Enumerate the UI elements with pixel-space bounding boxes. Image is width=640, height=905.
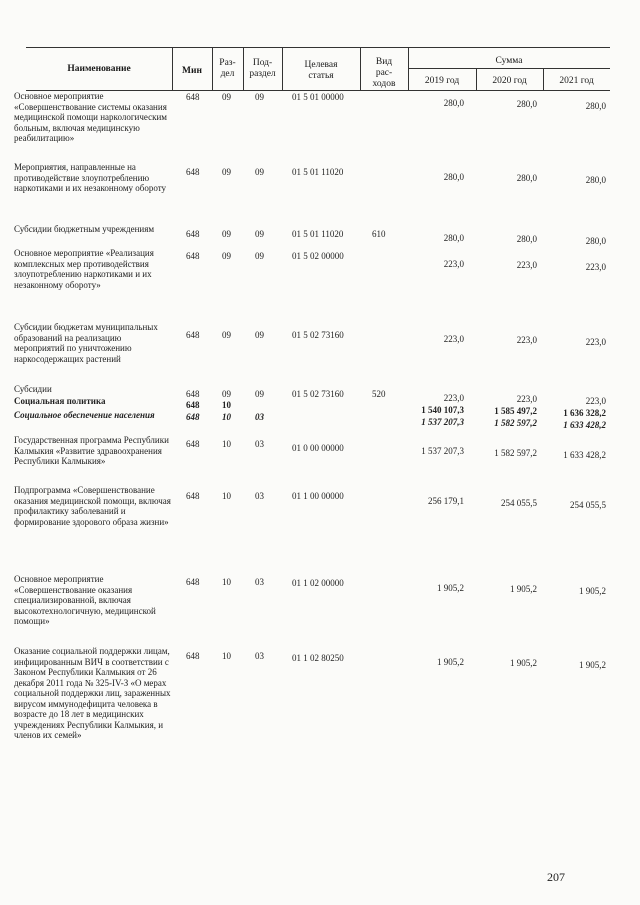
row-podrazdel: 09 <box>255 251 264 261</box>
row-min: 648 <box>186 389 200 399</box>
header-celevaya: Целевая статья <box>304 60 338 81</box>
row-code: 01 1 00 00000 <box>292 491 344 501</box>
row-min: 648 <box>186 577 200 587</box>
header-2021: 2021 год <box>559 76 594 86</box>
row-name: Субсидии бюджетным учреждениям <box>14 224 155 234</box>
row-sum-2020: 280,0 <box>516 173 537 183</box>
table-top-border <box>26 47 610 48</box>
row-name: Социальная политика <box>14 396 106 406</box>
header-2019: 2019 год <box>424 76 460 86</box>
row-podrazdel: 09 <box>255 330 264 340</box>
row-name: Основное мероприятие «Совершенствование системы оказания медицинской помощи наркологическим больным, включая медицинскую реабилитацию» <box>14 91 167 143</box>
row-code: 01 5 02 73160 <box>292 330 344 340</box>
row-sum-2020: 1 905,2 <box>510 584 537 594</box>
row-name: Социальное обеспечение населения <box>14 410 155 420</box>
row-min: 648 <box>186 251 200 261</box>
row-razdel: 10 <box>222 651 231 661</box>
row-name: Мероприятия, направленные на противодействие злоупотреблению наркотиками и их незаконному обороту <box>14 162 167 193</box>
row-sum-2019: 280,0 <box>443 98 464 108</box>
row-podrazdel: 09 <box>255 389 264 399</box>
row-razdel: 09 <box>222 251 231 261</box>
row-vid: 520 <box>372 389 386 399</box>
row-min: 648 <box>186 412 200 422</box>
row-min: 648 <box>186 330 200 340</box>
row-razdel: 09 <box>222 92 231 102</box>
header-name: Наименование <box>67 64 131 74</box>
row-sum-2021: 254 055,5 <box>570 500 606 510</box>
row-name: Государственная программа Республики Калмыкия «Развитие здравоохранения Республики Калмыкия» <box>14 435 169 466</box>
row-podrazdel: 09 <box>255 229 264 239</box>
row-sum-2021: 1 905,2 <box>579 660 606 670</box>
row-name: Подпрограмма «Совершенствование оказания медицинской помощи, включая профилактику заболеваний и формирование здорового образа жизни» <box>14 485 171 527</box>
summa-divider <box>408 68 610 69</box>
row-podrazdel: 03 <box>255 439 264 449</box>
row-sum-2020: 1 585 497,2 <box>494 406 537 416</box>
row-sum-2019: 280,0 <box>443 233 464 243</box>
row-sum-2020: 223,0 <box>516 335 537 345</box>
row-sum-2020: 223,0 <box>516 260 537 270</box>
row-sum-2020: 1 582 597,2 <box>494 448 537 458</box>
row-code: 01 5 02 73160 <box>292 389 344 399</box>
row-sum-2019: 1 537 207,3 <box>421 417 464 427</box>
row-podrazdel: 09 <box>255 92 264 102</box>
row-min: 648 <box>186 491 200 501</box>
header-vid: Вид рас- ходов <box>372 57 396 89</box>
row-sum-2021: 1 633 428,2 <box>563 450 606 460</box>
row-razdel: 10 <box>222 412 231 422</box>
row-sum-2021: 1 636 328,2 <box>563 408 606 418</box>
row-name: Основное мероприятие «Реализация комплексных мер противодействия злоупотреблению наркотиками и их незаконному обороту» <box>14 248 154 290</box>
row-razdel: 10 <box>222 400 231 410</box>
row-sum-2019: 1 905,2 <box>437 657 464 667</box>
row-name: Оказание социальной поддержки лицам, инфицированным ВИЧ в соответствии с Законом Республики Калмыкия от 26 декабря 2011 года № 325-IV-З «О мерах социальной поддержки лиц, зараженных вирусом иммунодефицита человека в возрасте до 18 лет в медицинских учреждениях Республики Калмыкия, и членов их семей» <box>14 646 171 740</box>
row-code: 01 0 00 00000 <box>292 443 344 453</box>
row-code: 01 5 01 11020 <box>292 229 344 239</box>
row-podrazdel: 03 <box>255 577 264 587</box>
row-razdel: 10 <box>222 439 231 449</box>
row-sum-2021: 1 633 428,2 <box>563 420 606 430</box>
header-summa: Сумма <box>495 56 523 66</box>
row-code: 01 1 02 00000 <box>292 578 344 588</box>
header-min: Мин <box>182 66 202 76</box>
row-razdel: 09 <box>222 229 231 239</box>
row-sum-2020: 223,0 <box>516 394 537 404</box>
row-sum-2020: 280,0 <box>516 99 537 109</box>
row-razdel: 10 <box>222 491 231 501</box>
row-sum-2019: 223,0 <box>443 334 464 344</box>
row-sum-2019: 1 540 107,3 <box>421 405 464 415</box>
row-code: 01 5 01 11020 <box>292 167 344 177</box>
row-sum-2019: 223,0 <box>443 393 464 403</box>
row-sum-2020: 1 582 597,2 <box>494 418 537 428</box>
row-min: 648 <box>186 167 200 177</box>
row-sum-2021: 223,0 <box>585 396 606 406</box>
row-name: Субсидии бюджетам муниципальных образований на реализацию мероприятий по уничтожению наркосодержащих растений <box>14 322 158 364</box>
row-sum-2021: 1 905,2 <box>579 586 606 596</box>
row-sum-2019: 1 537 207,3 <box>421 446 464 456</box>
row-sum-2019: 280,0 <box>443 172 464 182</box>
row-min: 648 <box>186 651 200 661</box>
row-sum-2021: 280,0 <box>585 175 606 185</box>
row-name: Основное мероприятие «Совершенствование оказания специализированной, включая высокотехнологичную, медицинской помощи» <box>14 574 156 626</box>
row-sum-2021: 223,0 <box>585 262 606 272</box>
row-podrazdel: 03 <box>255 651 264 661</box>
row-sum-2020: 254 055,5 <box>501 498 537 508</box>
page-number: 207 <box>547 870 565 884</box>
row-sum-2021: 223,0 <box>585 337 606 347</box>
row-razdel: 09 <box>222 389 231 399</box>
row-sum-2020: 1 905,2 <box>510 658 537 668</box>
row-vid: 610 <box>372 229 386 239</box>
row-sum-2019: 223,0 <box>443 259 464 269</box>
header-2020: 2020 год <box>492 76 527 86</box>
row-sum-2019: 256 179,1 <box>428 496 464 506</box>
row-code: 01 5 01 00000 <box>292 92 344 102</box>
row-podrazdel: 03 <box>255 491 264 501</box>
row-sum-2019: 1 905,2 <box>437 583 464 593</box>
header-podrazdel: Под- раздел <box>249 58 276 79</box>
row-code: 01 1 02 80250 <box>292 653 344 663</box>
row-razdel: 09 <box>222 330 231 340</box>
row-min: 648 <box>186 439 200 449</box>
row-podrazdel: 09 <box>255 167 264 177</box>
row-min: 648 <box>186 229 200 239</box>
row-sum-2021: 280,0 <box>585 101 606 111</box>
row-sum-2020: 280,0 <box>516 234 537 244</box>
row-min: 648 <box>186 400 200 410</box>
row-razdel: 09 <box>222 167 231 177</box>
row-sum-2021: 280,0 <box>585 236 606 246</box>
header-razdel: Раз- дел <box>219 58 236 79</box>
row-podrazdel: 03 <box>255 412 264 422</box>
row-razdel: 10 <box>222 577 231 587</box>
row-code: 01 5 02 00000 <box>292 251 344 261</box>
row-min: 648 <box>186 92 200 102</box>
row-name: Субсидии <box>14 384 52 394</box>
